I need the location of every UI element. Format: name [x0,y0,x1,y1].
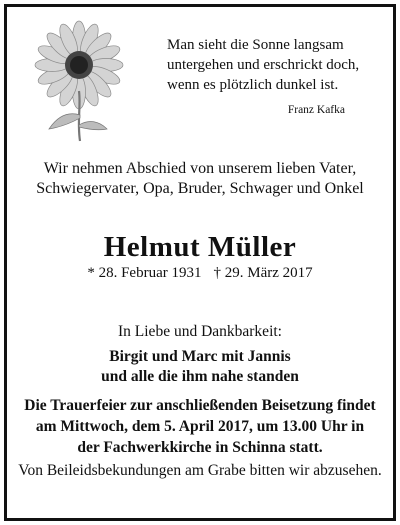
mourners-list [7,347,393,387]
death-date: † 29. März 2017 [213,265,313,281]
life-dates [7,265,393,282]
quote-line: Man sieht die Sonne langsam [167,37,344,53]
quote-author: Franz Kafka [287,104,345,116]
kafka-quote [167,35,382,95]
ceremony-line: Die Trauerfeier zur anschließenden Beisetzung findet [24,397,376,414]
condolence-note: Von Beileidsbekundungen am Grabe bitten wir abzusehen. [18,462,382,479]
mourners-line: und alle die ihm nahe standen [101,368,299,385]
quote-line: wenn es plötzlich dunkel ist. [167,77,339,93]
ceremony-line: am Mittwoch, dem 5. April 2017, um 13.00 Uhr in [35,418,365,435]
ceremony-line: der Fachwerkkirche in Schinna statt. [77,439,323,456]
sunflower-icon [27,17,127,143]
mourners-line: Birgit und Marc mit Jannis [109,348,291,365]
quote-line: untergehen und erschrickt doch, [167,57,360,73]
ceremony-announcement [7,395,393,458]
farewell-line: Schwiegervater, Opa, Bruder, Schwager und Onkel [36,180,364,197]
mourners-intro: In Liebe und Dankbarkeit: [118,323,282,340]
farewell-text [7,159,393,199]
birth-date: * 28. Februar 1931 [87,265,202,281]
farewell-line: Wir nehmen Abschied von unserem lieben Vater, [43,160,357,177]
obituary-notice [4,4,396,521]
deceased-name: Helmut Müller [103,231,297,263]
